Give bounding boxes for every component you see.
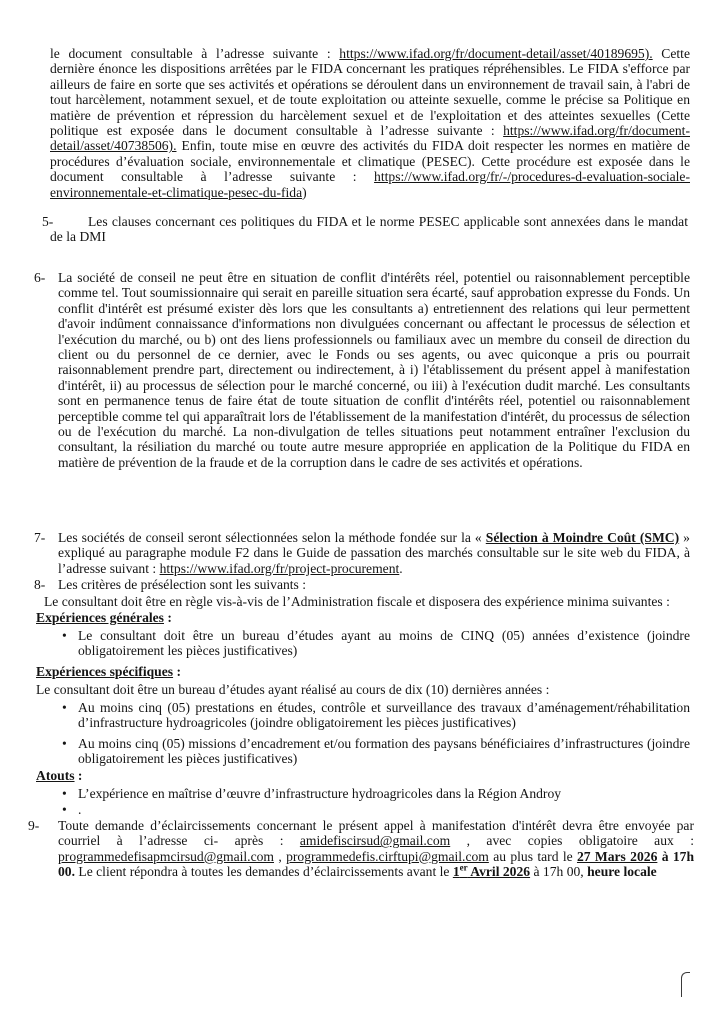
link-document-40189695[interactable]: https://www.ifad.org/fr/document-detail/asset/40189695). xyxy=(339,46,653,61)
specific-experience-item-2: Au moins cinq (05) missions d’encadrement et/ou formation des paysans bénéficiaires d’infrastructures (joindre obligatoirement les pièces justificatives) xyxy=(78,736,690,767)
atouts-heading: Atouts : xyxy=(36,768,83,783)
atouts-item: L’expérience en maîtrise d’œuvre d’infrastructure hydroagricoles dans la Région Androy xyxy=(78,786,562,801)
pen-mark xyxy=(681,972,690,997)
bullet-dot: • xyxy=(62,700,67,715)
paragraph-9-number: 9- xyxy=(28,818,40,833)
paragraph-8-title: Les critères de présélection sont les suivants : xyxy=(58,577,307,592)
bullet-dot: • xyxy=(62,786,67,801)
specific-experience-heading: Expériences spécifiques : xyxy=(36,664,181,679)
bullet-dot: • xyxy=(62,736,67,751)
email-programmedefisapmcirsud[interactable]: programmedefisapmcirsud@gmail.com xyxy=(58,848,274,864)
paragraph-5-number: 5- xyxy=(42,214,54,229)
selection-method: Sélection à Moindre Coût (SMC) xyxy=(485,530,680,545)
paragraph-7-text: Les sociétés de conseil seront sélectionnées selon la méthode fondée sur la « Sélection à Moindre Coût (SMC) » expliqué au paragraphe module F2 dans le Guide de passation des marchés consultable sur le site web du FIDA, à l’adresse suivant : https://www.ifad.org/fr/project-procurement. xyxy=(58,530,690,576)
atouts-item-2: . xyxy=(78,802,82,817)
paragraph-5-text: Les clauses concernant ces politiques du FIDA et le norme PESEC applicable sont annexées dans le mandat de la DMI xyxy=(50,214,688,245)
local-time-label: heure locale xyxy=(587,864,657,880)
paragraph-8-intro: Le consultant doit être en règle vis-à-vis de l’Administration fiscale et disposera des expérience minima suivantes : xyxy=(44,594,670,609)
paragraph-fida-policies: le document consultable à l’adresse suivante : https://www.ifad.org/fr/document-detail/asset/40189695). Cette dernière énonce les dispositions arrêtées par le FIDA concernant les pratiques répréhensibles. Le FIDA s'efforce par ailleurs de faire en sorte que ses activités et opérations se déroulent dans un environnement de travail sain, à l'abri de tout harcèlement, notamment sexuel, et de toute exploitation ou atteinte sexuelle, comme le précise sa Politique en matière de prévention et répression du harcèlement sexuel et de l'exploitation et des atteintes sexuelles (Cette politique est exposée dans le document consultable à l’adresse suivante : https://www.ifad.org/fr/document-detail/asset/40738506). Enfin, toute mise en œuvre des activités du FIDA doit respecter les normes en matière de procédures d’évaluation sociale, environnementale et climatique (PESEC). Cette procédure est exposée dans le document consultable à l’adresse suivante : https://www.ifad.org/fr/-/procedures-d-evaluation-sociale-environnementale-et-climatique-pesec-du-fida) xyxy=(50,46,690,200)
email-programmedefis-cirftupi[interactable]: programmedefis.cirftupi@gmail.com xyxy=(286,848,489,864)
link-document-40738506[interactable]: https://www.ifad.org/fr/document-detail/asset/40738506). xyxy=(50,123,690,154)
bullet-dot: • xyxy=(62,802,67,817)
link-pesec-procedure[interactable]: https://www.ifad.org/fr/-/procedures-d-evaluation-sociale-environnementale-et-climatique-pesec-du-fida xyxy=(50,169,690,200)
paragraph-8-number: 8- xyxy=(34,577,46,592)
paragraph-6-number: 6- xyxy=(34,270,46,285)
link-project-procurement[interactable]: https://www.ifad.org/fr/project-procurement xyxy=(159,560,400,576)
email-amidefiscirsud[interactable]: amidefiscirsud@gmail.com xyxy=(299,833,451,849)
general-experience-heading: Expériences générales : xyxy=(36,610,172,625)
paragraph-7-number: 7- xyxy=(34,530,46,545)
general-experience-item: Le consultant doit être un bureau d’études ayant au moins de CINQ (05) années d’existence (joindre obligatoirement les pièces justificatives) xyxy=(78,628,690,659)
bullet-dot: • xyxy=(62,628,67,643)
paragraph-6-text: La société de conseil ne peut être en situation de conflit d'intérêts réel, potentiel ou raisonnablement perceptible comme tel. Tout soumissionnaire qui serait en pareille situation sera écarté, sauf approbation expresse du Fonds. Un conflit d'intérêt est présumé exister dès lors que les consultants a) entretiennent des relations qui leur permettent d'avoir indûment connaissance d'informations non divulguées concernant ou affectant le processus de sélection et l'exécution du marché, ou b) ont des liens professionnels ou familiaux avec un membre du conseil de direction du client ou du personnel de ce dernier, avec le Fonds ou ses agents, ou avec quiconque a pris ou pourrait raisonnablement prendre part, directement ou indirectement, à i) l'établissement du présent appel à manifestation d'intérêt, ii) au processus de sélection pour le marché concerné, ou iii) à l'exécution dudit marché. Les consultants sont en permanence tenus de faire état de toute situation de conflit d'intérêts réel, potentiel ou raisonnablement perceptible comme tel qui apparaîtrait lors de l'établissement de la manifestation d'intérêt, du processus de sélection ou de l'exécution du marché. La non-divulgation de telles situations peut notamment entraîner l'exclusion du consultant, la résiliation du marché ou toute autre mesure appropriée en application de la Politique du FIDA en matière de prévention de la fraude et de la corruption dans le cadre de ses activités et opérations. xyxy=(58,270,690,470)
deadline-date-2: 1er Avril 2026 xyxy=(452,862,531,880)
deadline-date-1: 27 Mars 2026 xyxy=(576,848,658,864)
deadline-time-1: 17h 00. xyxy=(58,848,694,880)
specific-experience-intro: Le consultant doit être un bureau d’études ayant réalisé au cours de dix (10) dernières années : xyxy=(36,682,550,697)
paragraph-9-text: Toute demande d’éclaircissements concernant le présent appel à manifestation d'intérêt devra être envoyée par courriel à l’adresse ci- après : amidefiscirsud@gmail.com , avec copies obligatoire aux : programmedefisapmcirsud@gmail.com , programmedefis.cirftupi@gmail.com au plus tard le 27 Mars 2026 à 17h 00. Le client répondra à toutes les demandes d’éclaircissements avant le 1er Avril 2026 à 17h 00, heure locale xyxy=(58,818,694,880)
specific-experience-item-1: Au moins cinq (05) prestations en études, contrôle et surveillance des travaux d’aménagement/réhabilitation d’infrastructure hydroagricoles (joindre obligatoirement les pièces justificatives) xyxy=(78,700,690,731)
